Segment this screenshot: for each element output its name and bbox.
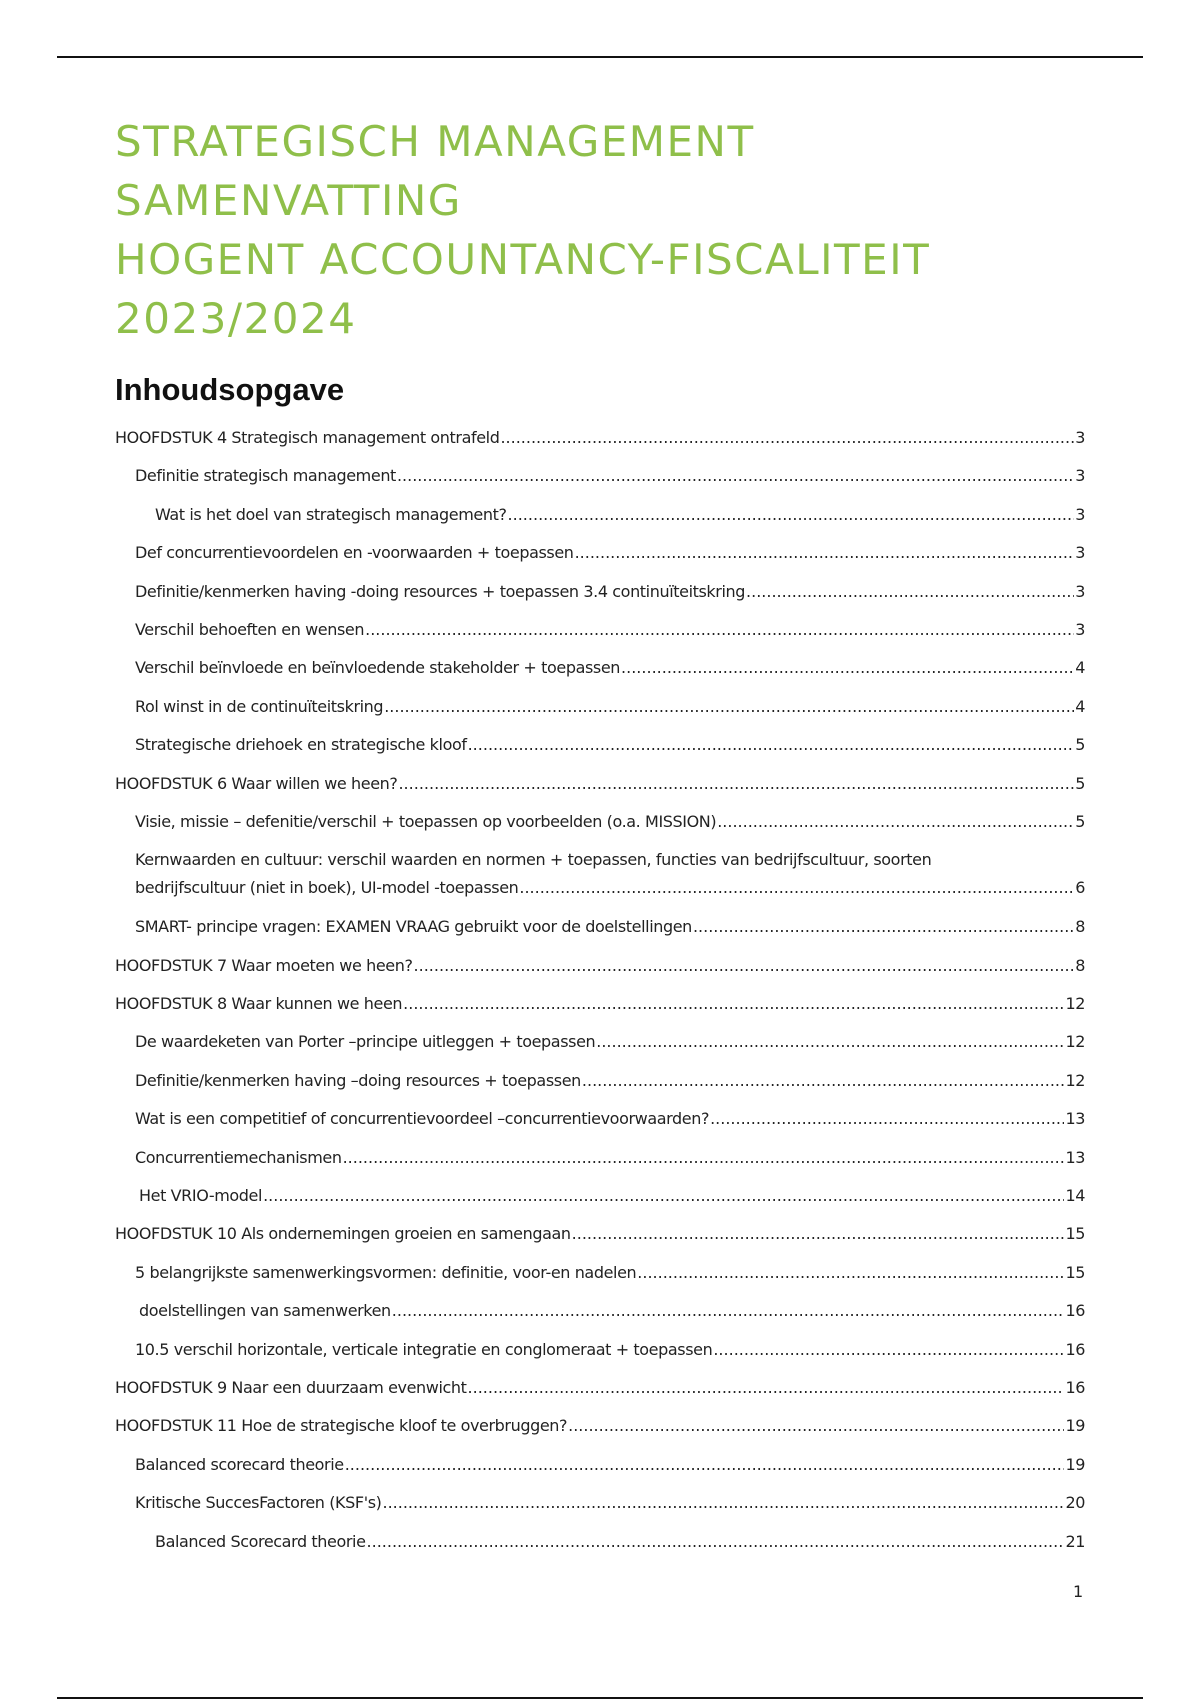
title-line-2: SAMENVATTING [115, 176, 462, 225]
toc-entry[interactable]: HOOFDSTUK 7 Waar moeten we heen? ..... 8 [115, 956, 1085, 994]
toc-entry[interactable]: HOOFDSTUK 4 Strategisch management ontrafeld ..... 3 [115, 428, 1085, 466]
toc-entry[interactable]: Wat is het doel van strategisch management? ..... 3 [115, 505, 1085, 543]
table-of-contents [115, 428, 1085, 1570]
toc-entry[interactable]: De waardeketen van Porter –principe uitleggen + toepassen ..... 12 [115, 1032, 1085, 1070]
toc-entry[interactable]: Kernwaarden en cultuur: verschil waarden en normen + toepassen, functies van bedrijfscultuur, soorten bedrijfscultuur (niet in boek), UI-model -toepassen ..... 6 [115, 850, 1085, 917]
toc-entry[interactable]: 5 belangrijkste samenwerkingsvormen: definitie, voor-en nadelen ..... 15 [115, 1263, 1085, 1301]
page-number: 1 [1073, 1582, 1084, 1601]
toc-entry[interactable]: Definitie/kenmerken having –doing resources + toepassen ..... 12 [115, 1071, 1085, 1109]
toc-entry[interactable]: HOOFDSTUK 9 Naar een duurzaam evenwicht ..... 16 [115, 1378, 1085, 1416]
toc-entry[interactable]: Visie, missie – defenitie/verschil + toepassen op voorbeelden (o.a. MISSION) ..... 5 [115, 812, 1085, 850]
toc-entry[interactable]: doelstellingen van samenwerken ..... 16 [115, 1301, 1085, 1339]
title-line-1: STRATEGISCH MANAGEMENT [115, 117, 755, 166]
toc-entry[interactable]: Kritische SuccesFactoren (KSF's) ..... 20 [115, 1493, 1085, 1531]
toc-entry[interactable]: SMART- principe vragen: EXAMEN VRAAG gebruikt voor de doelstellingen ..... 8 [115, 917, 1085, 955]
toc-entry[interactable]: HOOFDSTUK 6 Waar willen we heen? ..... 5 [115, 774, 1085, 812]
toc-entry[interactable]: Balanced scorecard theorie ..... 19 [115, 1455, 1085, 1493]
footer-rule [57, 1697, 1143, 1699]
toc-entry[interactable]: HOOFDSTUK 8 Waar kunnen we heen ..... 12 [115, 994, 1085, 1032]
toc-heading: Inhoudsopgave [115, 372, 345, 407]
toc-entry[interactable]: Verschil beïnvloede en beïnvloedende stakeholder + toepassen ..... 4 [115, 658, 1085, 696]
toc-entry[interactable]: Concurrentiemechanismen ..... 13 [115, 1148, 1085, 1186]
document-title [115, 112, 930, 348]
toc-entry[interactable]: 10.5 verschil horizontale, verticale integratie en conglomeraat + toepassen ..... 16 [115, 1340, 1085, 1378]
toc-entry[interactable]: Definitie strategisch management ..... 3 [115, 466, 1085, 504]
toc-entry[interactable]: Def concurrentievoordelen en -voorwaarden + toepassen ..... 3 [115, 543, 1085, 581]
toc-entry[interactable]: Definitie/kenmerken having -doing resources + toepassen 3.4 continuïteitskring ..... 3 [115, 582, 1085, 620]
toc-entry[interactable]: Het VRIO-model ..... 14 [115, 1186, 1085, 1224]
toc-entry[interactable]: Wat is een competitief of concurrentievoordeel –concurrentievoorwaarden? ..... 13 [115, 1109, 1085, 1147]
toc-entry[interactable]: HOOFDSTUK 10 Als ondernemingen groeien en samengaan ..... 15 [115, 1224, 1085, 1262]
title-line-3: HOGENT ACCOUNTANCY-FISCALITEIT [115, 235, 931, 284]
toc-entry[interactable]: Balanced Scorecard theorie ..... 21 [115, 1532, 1085, 1570]
toc-entry[interactable]: Verschil behoeften en wensen ..... 3 [115, 620, 1085, 658]
title-line-4: 2023/2024 [115, 294, 357, 343]
toc-entry[interactable]: Rol winst in de continuïteitskring ..... 4 [115, 697, 1085, 735]
toc-entry[interactable]: Strategische driehoek en strategische kloof ..... 5 [115, 735, 1085, 773]
toc-entry[interactable]: HOOFDSTUK 11 Hoe de strategische kloof te overbruggen? ..... 19 [115, 1416, 1085, 1454]
header-rule [57, 56, 1143, 58]
